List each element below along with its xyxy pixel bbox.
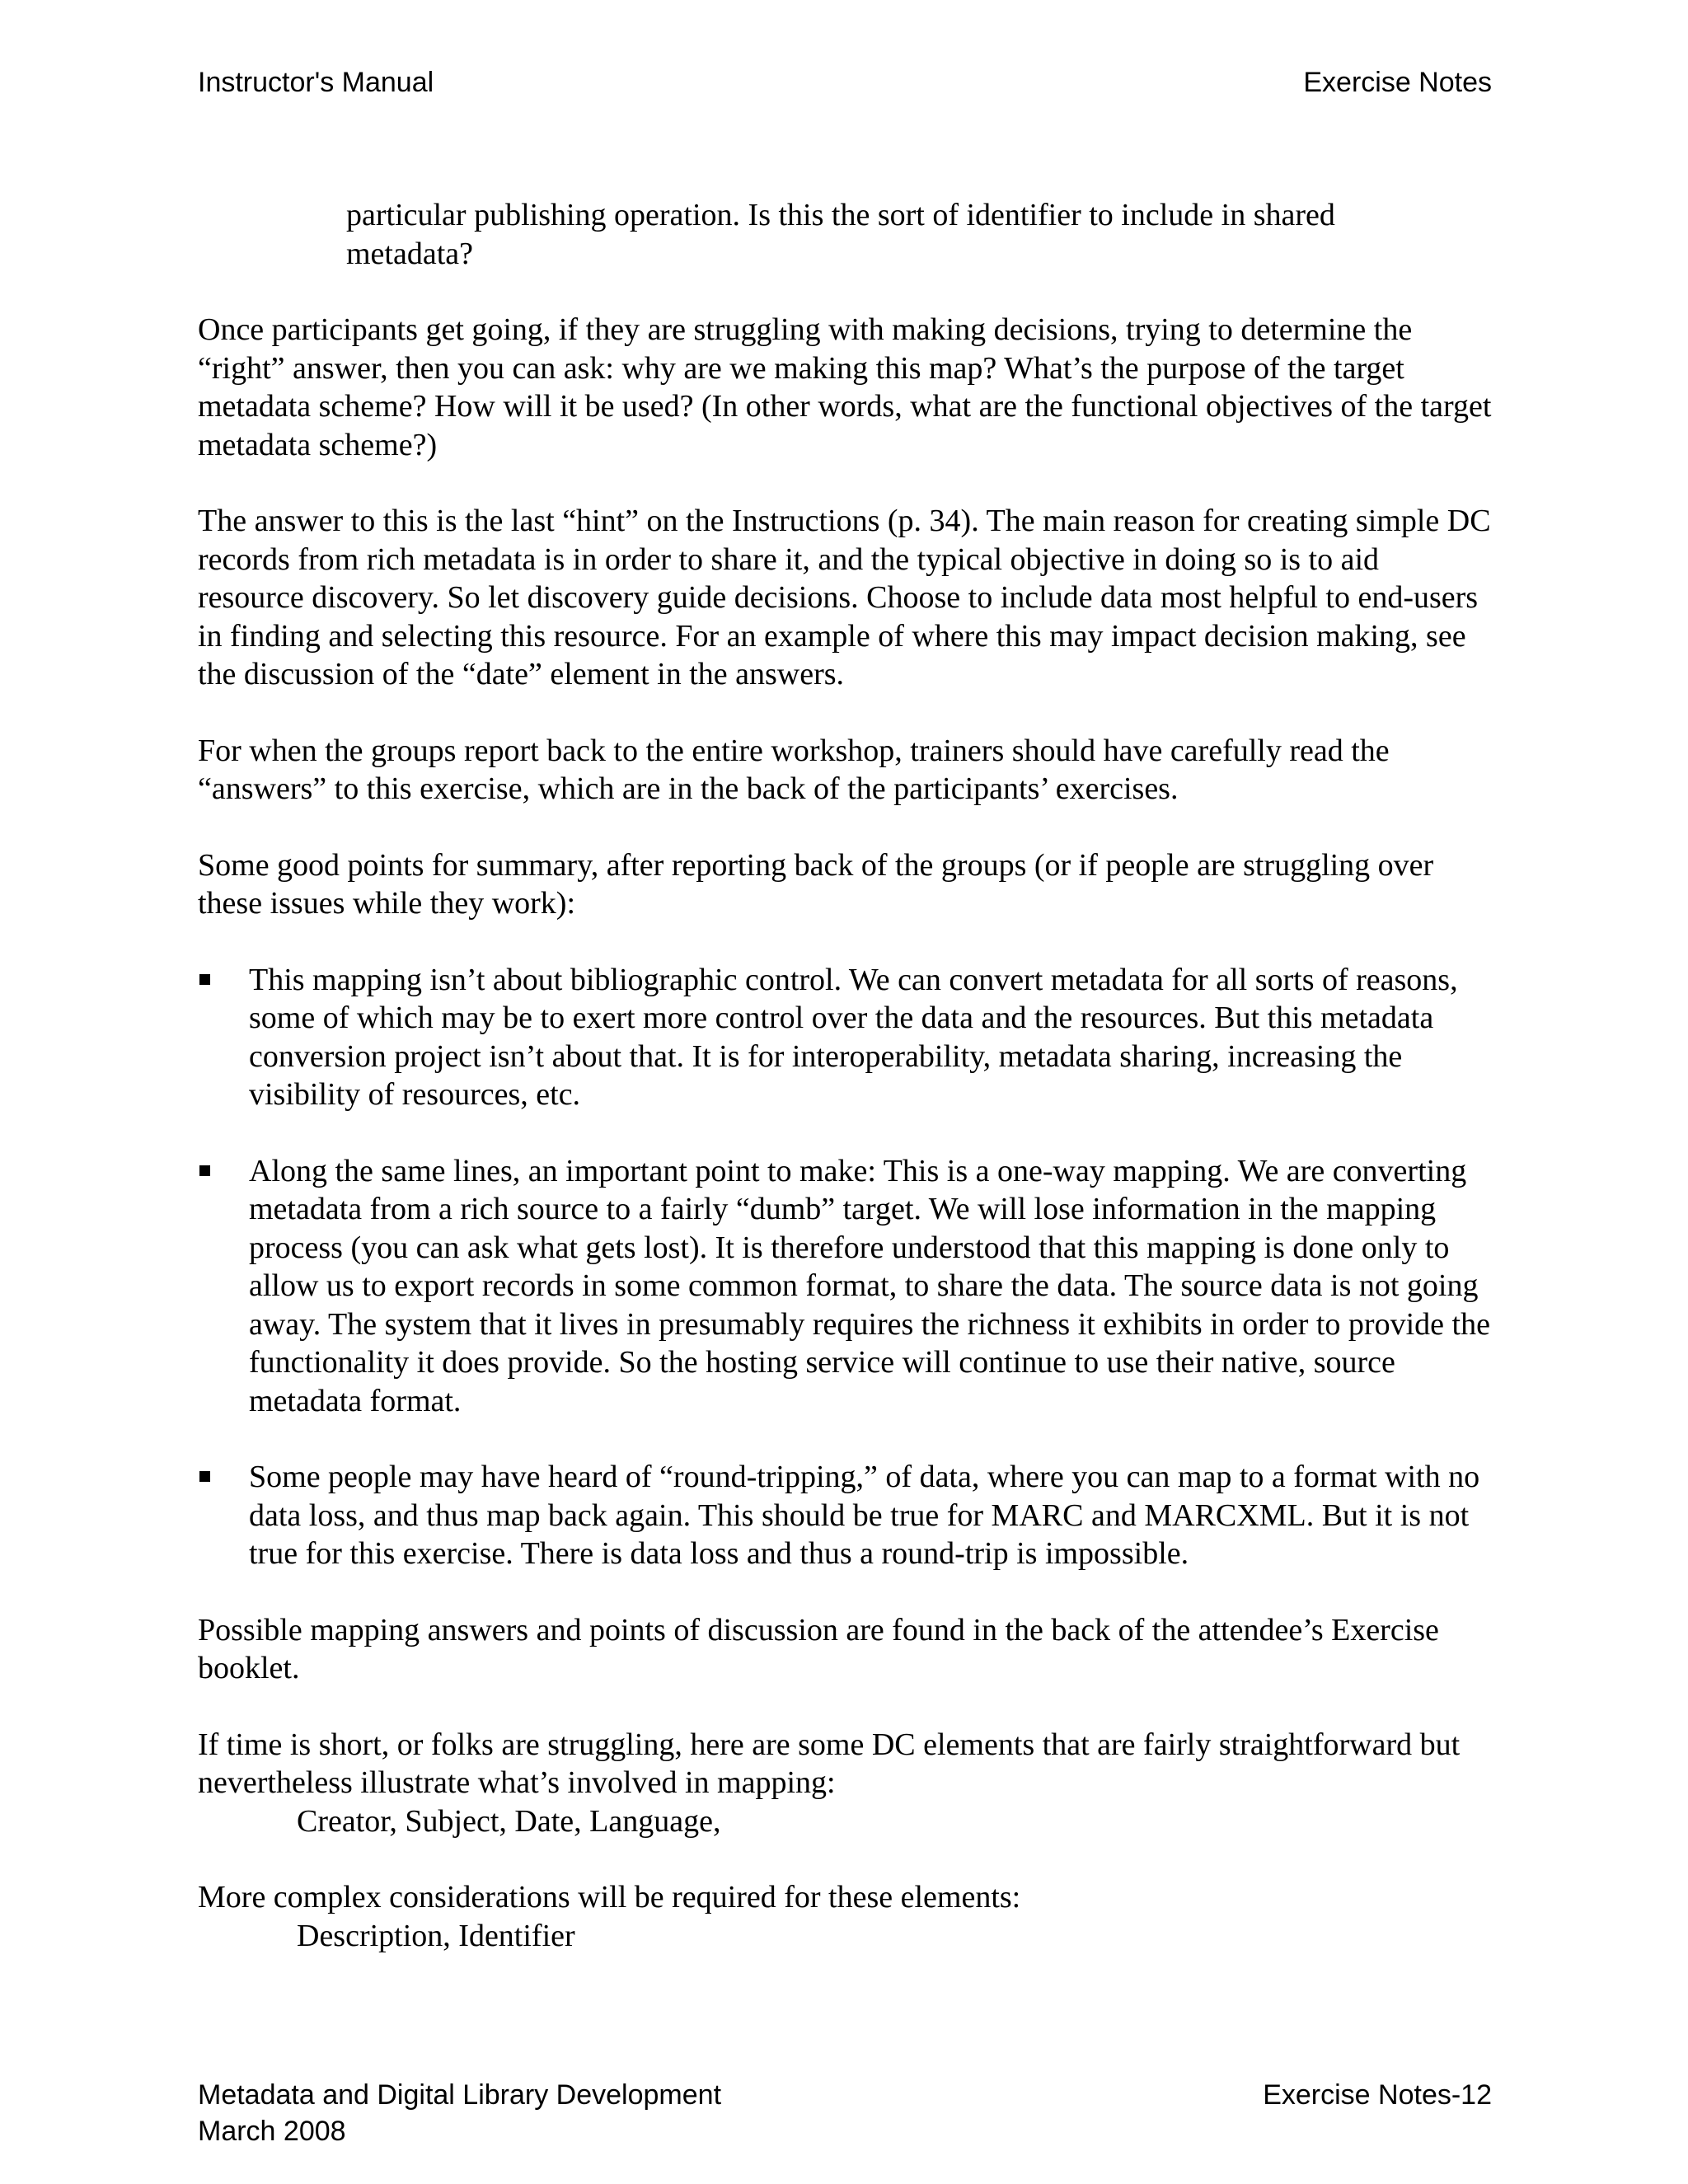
footer-row xyxy=(198,2077,1492,2113)
simple-elements-list xyxy=(297,1802,1492,1841)
summary-bullet-list xyxy=(198,961,1492,1573)
square-bullet-icon xyxy=(199,974,210,985)
page-footer xyxy=(198,2077,1492,2149)
complex-elements-text: Description, Identifier xyxy=(297,1918,575,1953)
page-header xyxy=(198,64,1492,101)
paragraph-time-short: If time is short, or folks are struggling, here are some DC elements that are fairly straightforward but nevertheless illustrate what’s involved in mapping: xyxy=(198,1727,1461,1800)
bullet-text: Some people may have heard of “round-tripping,” of data, where you can map to a format with no data loss, and thus map back again. This should be true for MARC and MARCXML. But it is not true for this exercise. There is data loss and thus a round-trip is impossible. xyxy=(249,1460,1480,1571)
bullet-item xyxy=(198,1458,1492,1573)
paragraph-possible-answers: Possible mapping answers and points of discussion are found in the back of the attendee’s Exercise booklet. xyxy=(198,1612,1439,1685)
bullet-text: Along the same lines, an important point to make: This is a one-way mapping. We are converting metadata from a rich source to a fairly “dumb” target. We will lose information in the mapping process (you can ask what gets lost). It is therefore understood that this mapping is done only to allow us to export records in some common format, to share the data. The source data is not going away. The system that it lives in presumably requires the richness it exhibits in order to provide the functionality it does provide. So the hosting service will continue to use their native, source metadata format. xyxy=(249,1153,1490,1418)
header-section-title: Exercise Notes xyxy=(1303,67,1492,98)
footer-date: March 2008 xyxy=(198,2116,346,2147)
footer-page-number: Exercise Notes-12 xyxy=(1263,2079,1492,2111)
continuation-paragraph: particular publishing operation. Is this the sort of identifier to include in shared metadata? xyxy=(346,198,1335,271)
bullet-item xyxy=(198,1152,1492,1421)
page-body xyxy=(198,196,1492,1993)
complex-elements-list xyxy=(297,1917,1492,1956)
square-bullet-icon xyxy=(199,1165,210,1176)
paragraph-answer-hint: The answer to this is the last “hint” on the Instructions (p. 34). The main reason for creating simple DC records from rich metadata is in order to share it, and the typical objective in doing so is to aid resource discovery. So let discovery guide decisions. Choose to include data most helpful to end-users in finding and selecting this resource. For an example of where this may impact decision making, see the discussion of the “date” element in the answers. xyxy=(198,504,1491,691)
bullet-text: This mapping isn’t about bibliographic control. We can convert metadata for all sorts of reasons, some of which may be to exert more control over the data and the resources. But this metadata conversion project isn’t about that. It is for interoperability, metadata sharing, increasing the visibility of resources, etc. xyxy=(249,962,1458,1112)
square-bullet-icon xyxy=(199,1471,210,1482)
header-manual-title: Instructor's Manual xyxy=(198,67,434,98)
footer-course-title: Metadata and Digital Library Development xyxy=(198,2079,722,2111)
paragraph-complex: More complex considerations will be required for these elements: xyxy=(198,1880,1021,1915)
paragraph-participants: Once participants get going, if they are struggling with making decisions, trying to determine the “right” answer, then you can ask: why are we making this map? What’s the purpose of the target metadata scheme? How will it be used? (In other words, what are the functional objectives of the target metadata scheme?) xyxy=(198,312,1492,462)
bullet-item xyxy=(198,961,1492,1114)
paragraph-summary-intro: Some good points for summary, after reporting back of the groups (or if people are struggling over these issues while they work): xyxy=(198,847,1434,921)
simple-elements-text: Creator, Subject, Date, Language, xyxy=(297,1803,721,1839)
paragraph-report-back: For when the groups report back to the entire workshop, trainers should have carefully read the “answers” to this exercise, which are in the back of the participants’ exercises. xyxy=(198,733,1390,806)
